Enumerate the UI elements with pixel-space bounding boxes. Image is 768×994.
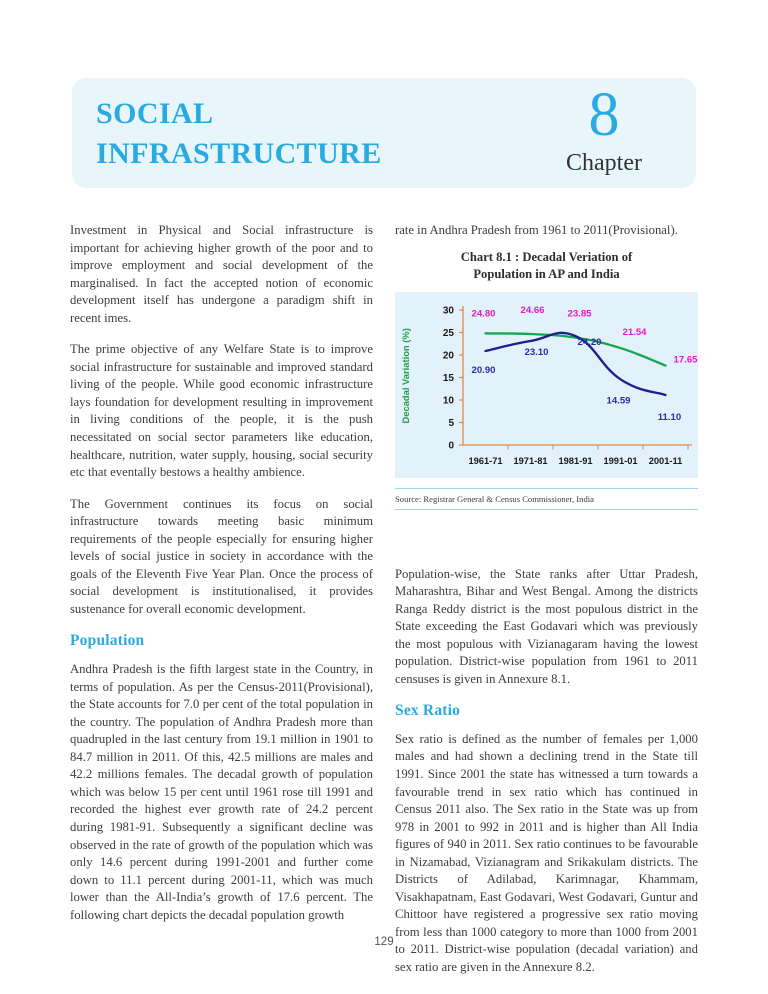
data-label-india-2001-11: 17.65 (673, 354, 698, 366)
y-tick-label: 5 (448, 418, 454, 430)
chart-svg (395, 292, 698, 478)
y-tick-label: 30 (442, 305, 454, 317)
x-tick-label: 2001-11 (648, 456, 683, 466)
x-tick-label: 1991-01 (603, 456, 638, 466)
section-heading-sex-ratio: Sex Ratio (395, 702, 461, 720)
section-heading-population: Population (70, 632, 145, 650)
chart-title-line-1: Chart 8.1 : Decadal Veriation of (460, 250, 633, 264)
chart-title (395, 249, 698, 283)
series-line-andhra-pradesh (486, 333, 666, 395)
data-label-india-1981-91: 23.85 (567, 308, 592, 320)
axis-lines-group (463, 306, 692, 445)
y-tick-label: 25 (442, 328, 454, 340)
chapter-heading-line-1: SOCIAL (96, 97, 214, 130)
y-tick-label: 10 (442, 395, 454, 407)
paragraph-intro: Investment in Physical and Social infrastructure is important for achieving higher growth of the poor and to improve employment and social development of the marginalised. In fact the accepted notion of economic development itself has undergone a paradigm shift in recent imes. (70, 223, 373, 325)
left-text-column (70, 222, 373, 924)
paragraph-welfare-state: The prime objective of any Welfare State is to improve social infrastructure for sustainable and improved standard living of the people. While good economic infrastructure lays foundation for development resulting in improvement in living conditions of the people, it is the push necessitated on social sector parameters like education, healthcare, nutrition, water supply, housing, social security etc that eventally bestows a healthy ambience. (70, 342, 373, 480)
y-tick-label: 20 (442, 350, 454, 362)
data-label-andhra-pradesh-1981-91: 24.20 (577, 337, 602, 349)
paragraph-sex-ratio: Sex ratio is defined as the number of females per 1,000 males and had shown a declining trend in the State till 1991. Since 2001 the state has witnessed a turn towards a favourable trend in sex ratio which has continued in Census 2011 also. The Sex ratio in the State was up from 978 in 2001 to 992 in 2011 and is higher than All India figures of 940 in 2011. Sex ratio continues to be favourable in Nizamabad, Vizianagram and Srikakulam districts. The Districts of Adilabad, Karimnagar, Khammam, Visakhapatnam, East Godavari, West Godavari, Guntur and Chittoor have registered a progressive sex ratio moving from less than 1000 category to more than 1000 from 2001 to 2011. District-wise population (decadal variation) and sex ratio are given in the Annexure 8.2. (395, 731, 698, 975)
chapter-word-label: Chapter (566, 150, 642, 176)
x-tick-label: 1961-71 (468, 456, 503, 466)
data-label-andhra-pradesh-2001-11: 11.10 (657, 412, 682, 424)
y-axis-tick-group (443, 306, 463, 452)
data-label-india-1961-71: 24.80 (471, 308, 496, 320)
data-label-andhra-pradesh-1991-01: 14.59 (606, 395, 631, 407)
paragraph-lead-continuation: rate in Andhra Pradesh from 1961 to 2011(Provisional). (395, 223, 678, 237)
paragraph-population: Andhra Pradesh is the fifth largest state in the Country, in terms of population. As per the Census-2011(Provisional), the State accounts for 7.0 per cent of the total population in the country. The population of Andhra Pradesh more than quadrupled in the last century from 19.1 million in 1901 to 84.7 million in 2011. Of this, 42.5 millions are males and 42.2 millions females. The decadal growth of population which was below 15 per cent until 1961 rose till 1991 and recorded the highest ever growth rate of 24.2 percent during 1981-91. Subsequently a significant decline was observed in the rate of growth of the population which was only 14.6 percent during 1991-2001 and further come down to 11.1 percent during 2001-11, which was much lower than the All-India’s growth of 17.6 percent. The following chart depicts the decadal population growth (70, 662, 373, 922)
data-label-andhra-pradesh-1971-81: 23.10 (524, 347, 549, 359)
chart-block (395, 249, 698, 478)
chart-title-line-2: Population in AP and India (473, 267, 620, 281)
series-lines-group (486, 333, 666, 395)
y-tick-label: 0 (448, 440, 454, 452)
data-label-india-1971-81: 24.66 (520, 305, 545, 317)
x-tick-label: 1971-81 (513, 456, 548, 466)
chapter-number: 8 (588, 81, 620, 149)
x-axis-tick-group (468, 445, 688, 466)
chart-source-note: Source: Registrar General & Census Commissioner, India (395, 488, 698, 510)
y-axis-title: Decadal Variation (%) (400, 328, 411, 424)
chapter-heading (96, 94, 536, 174)
paragraph-government-focus: The Government continues its focus on social infrastructure towards meeting basic minimum requirements of the people especially for ensuring higher levels of social justice in society in accordance with the goals of the Eleventh Five Year Plan. Once the process of social development is institutionalised, it provides sustenance for overall economic development. (70, 496, 373, 616)
chapter-heading-line-2: INFRASTRUCTURE (96, 137, 382, 170)
page-number: 129 (374, 936, 394, 948)
data-label-india-1991-01: 21.54 (622, 327, 647, 339)
y-axis-title-group (400, 328, 411, 423)
chapter-banner (72, 78, 696, 188)
y-tick-label: 15 (442, 373, 454, 385)
series-line-india (486, 333, 666, 365)
decadal-variation-line-chart (395, 292, 698, 478)
x-tick-label: 1981-91 (558, 456, 593, 466)
data-label-andhra-pradesh-1961-71: 20.90 (471, 364, 496, 376)
paragraph-population-wise: Population-wise, the State ranks after Uttar Pradesh, Maharashtra, Bihar and West Bengal. Among the districts Ranga Reddy district is the most populous district in the State exceeding the East Godavari which was previously the most populous with Vizianagaram having the lowest population. District-wise population from 1961 to 2011 censuses is given in Annexure 8.1. (395, 566, 698, 686)
